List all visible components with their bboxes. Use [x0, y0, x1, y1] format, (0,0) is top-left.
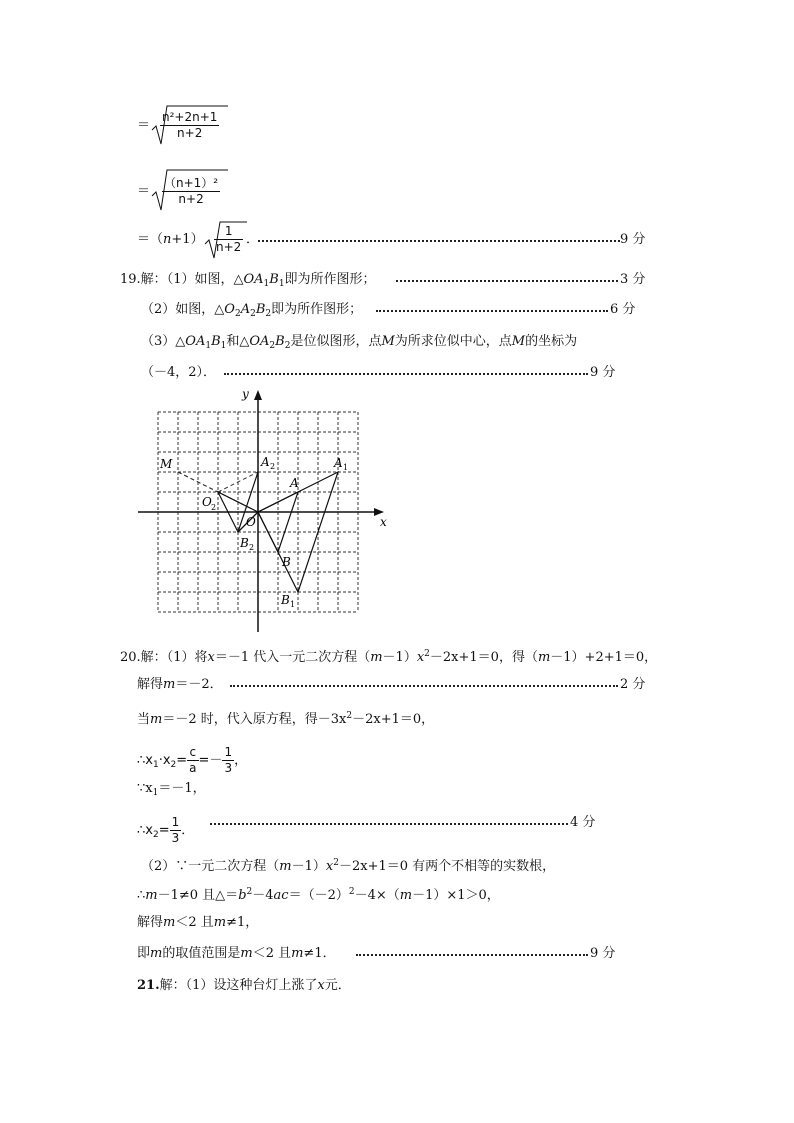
- q20-line-5: $\because x_1=-1$，: [137, 781, 206, 798]
- sqrt-line-3: ＝（n+1）: [137, 232, 204, 247]
- q20-line-1: 20.解：（1）将x＝－1 代入一元二次方程$(m-1)x^2-2x+1=0$，得（m－1）+2+1＝0，: [120, 649, 658, 665]
- score-leader-dots: [396, 280, 618, 282]
- q19-part3-coord: （－4，2）．: [141, 365, 217, 380]
- fraction-2: $\frac{\text{（n+1）²}}{n+2}$: [164, 176, 219, 206]
- sqrt-line-2: ＝: [137, 184, 151, 199]
- coordinate-figure: [130, 385, 400, 635]
- q19-part3: $(3)\triangle OA_1B_1$和$\triangle OA_2B_2$是位似图形，点M为所求位似中心，点M的坐标为: [141, 334, 578, 351]
- label-origin: O: [246, 515, 256, 529]
- label-b1: B: [281, 593, 290, 607]
- q20-line-8: ∴m－1≠0 且$\triangle=b^2-4ac=(-2)^2-4\times(m-1)\times 1>0$，: [137, 887, 500, 903]
- q19-part2: （2）如图，$\triangle O_2A_2B_2$即为所作图形；: [141, 302, 363, 319]
- q20-line-10: 即m的取值范围是m＜2 且m≠1．: [137, 946, 336, 961]
- label-a1: A: [334, 456, 343, 470]
- label-o2-sub: 2: [211, 503, 217, 512]
- score-9: 9 分: [620, 232, 646, 247]
- q19-score-3: 3 分: [620, 272, 646, 287]
- q20-line-4: $\therefore x_1\cdot x_2=$ $\frac{c}{a}$ =－ $\frac{1}{3}$ ，: [137, 745, 248, 775]
- q20-score-9: 9 分: [590, 946, 616, 961]
- q19-score-6: 6 分: [610, 302, 636, 317]
- q19-score-9: 9 分: [590, 365, 616, 380]
- q19-part1: 19.解：（1）如图，$\triangle OA_1B_1$即为所作图形；: [120, 272, 376, 289]
- q20-score-2: 2 分: [620, 677, 646, 692]
- q20-line-9: 解得m＜2 且m≠1，: [137, 915, 259, 930]
- score-leader-dots: [356, 954, 588, 956]
- y-axis-arrow: [254, 390, 262, 400]
- q20-score-4: 4 分: [570, 815, 596, 830]
- score-leader-dots: [258, 240, 620, 242]
- label-b1-sub: 1: [290, 600, 296, 609]
- label-y: y: [242, 387, 249, 401]
- score-leader-dots: [224, 373, 588, 375]
- label-a2: A: [261, 455, 270, 469]
- score-leader-dots: [376, 310, 608, 312]
- q20-line-3: 当m＝－2 时，代入原方程，得$-3x^2-2x+1=0$，: [137, 711, 435, 727]
- label-b2: B: [240, 536, 249, 550]
- label-b: B: [282, 555, 291, 569]
- label-a1-sub: 1: [343, 463, 349, 472]
- sqrt-line-3-end: ．: [246, 232, 260, 247]
- fraction-3: $\frac{1}{n+2}$: [216, 224, 242, 254]
- label-m: M: [160, 457, 173, 471]
- q20-line-7: （2）∵一元二次方程$(m-1)x^2-2x+1=0$ 有两个不相等的实数根，: [141, 858, 556, 874]
- score-leader-dots: [230, 685, 618, 687]
- q21-line-1: 21.解：（1）设这种台灯上涨了x元．: [137, 978, 351, 993]
- label-b2-sub: 2: [249, 543, 255, 552]
- q20-line-6: $\therefore x_2=$ $\frac{1}{3}$ ．: [137, 815, 195, 845]
- label-o2: O: [202, 495, 212, 509]
- q20-line-2: 解得m＝－2．: [137, 677, 223, 692]
- label-a2-sub: 2: [270, 462, 276, 471]
- score-leader-dots: [210, 823, 568, 825]
- fraction-1: $\frac{\text{n²+2n+1}}{n+2}$: [162, 110, 218, 140]
- label-x: x: [380, 515, 387, 529]
- sqrt-line-1: ＝: [137, 118, 151, 133]
- label-a: A: [290, 476, 299, 490]
